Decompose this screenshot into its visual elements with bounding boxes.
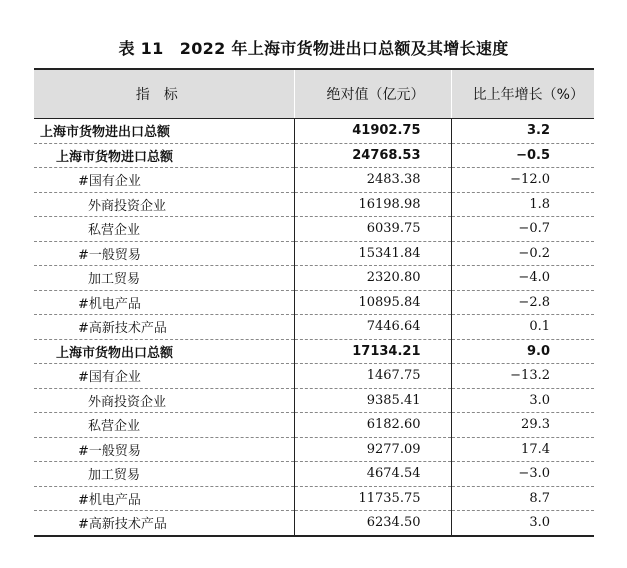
- table-row: [34, 143, 594, 168]
- row-growth: −0.2: [451, 241, 594, 266]
- row-name: #机电产品: [34, 486, 294, 511]
- table-row: [34, 511, 594, 536]
- header-absolute-value: 绝对值（亿元）: [294, 69, 451, 119]
- table-title: 表 11 2022 年上海市货物进出口总额及其增长速度: [118, 39, 509, 58]
- row-value: 9385.41: [294, 388, 451, 413]
- table-row: [34, 266, 594, 291]
- row-growth: 3.0: [451, 388, 594, 413]
- row-growth: 8.7: [451, 486, 594, 511]
- header-indicator: 指标: [34, 69, 294, 119]
- row-value: 24768.53: [294, 143, 451, 168]
- row-growth: −13.2: [451, 364, 594, 389]
- row-value: 2483.38: [294, 168, 451, 193]
- row-value: 4674.54: [294, 462, 451, 487]
- row-name: #机电产品: [34, 290, 294, 315]
- row-value: 2320.80: [294, 266, 451, 291]
- table-row: [34, 192, 594, 217]
- header-growth-rate: 比上年增长（%）: [451, 69, 594, 119]
- row-name: 加工贸易: [34, 266, 294, 291]
- row-growth: −2.8: [451, 290, 594, 315]
- row-name: 上海市货物出口总额: [34, 339, 294, 364]
- table-row: [34, 413, 594, 438]
- row-value: 10895.84: [294, 290, 451, 315]
- row-value: 15341.84: [294, 241, 451, 266]
- row-name: 私营企业: [34, 413, 294, 438]
- table-body: [34, 119, 594, 536]
- row-name: 外商投资企业: [34, 388, 294, 413]
- row-name: 加工贸易: [34, 462, 294, 487]
- row-growth: 29.3: [451, 413, 594, 438]
- row-growth: 3.2: [451, 119, 594, 144]
- row-name: #国有企业: [34, 168, 294, 193]
- table-row: [34, 290, 594, 315]
- row-growth: −12.0: [451, 168, 594, 193]
- row-value: 17134.21: [294, 339, 451, 364]
- row-name: 上海市货物进出口总额: [34, 119, 294, 144]
- row-value: 7446.64: [294, 315, 451, 340]
- row-growth: −0.7: [451, 217, 594, 242]
- row-name: #一般贸易: [34, 241, 294, 266]
- row-growth: 0.1: [451, 315, 594, 340]
- row-growth: −0.5: [451, 143, 594, 168]
- row-value: 1467.75: [294, 364, 451, 389]
- row-growth: 17.4: [451, 437, 594, 462]
- row-value: 6182.60: [294, 413, 451, 438]
- table-row: [34, 364, 594, 389]
- row-name: #一般贸易: [34, 437, 294, 462]
- table-header: [34, 69, 594, 119]
- table-row: [34, 217, 594, 242]
- row-name: #高新技术产品: [34, 315, 294, 340]
- row-value: 11735.75: [294, 486, 451, 511]
- row-name: 上海市货物进口总额: [34, 143, 294, 168]
- table-row: [34, 119, 594, 144]
- row-name: 外商投资企业: [34, 192, 294, 217]
- row-value: 6039.75: [294, 217, 451, 242]
- row-value: 41902.75: [294, 119, 451, 144]
- row-growth: −3.0: [451, 462, 594, 487]
- row-growth: 3.0: [451, 511, 594, 536]
- row-growth: 1.8: [451, 192, 594, 217]
- row-value: 16198.98: [294, 192, 451, 217]
- table-row: [34, 315, 594, 340]
- table-row: [34, 486, 594, 511]
- trade-table: [34, 68, 594, 537]
- row-name: 私营企业: [34, 217, 294, 242]
- row-growth: 9.0: [451, 339, 594, 364]
- row-growth: −4.0: [451, 266, 594, 291]
- row-value: 6234.50: [294, 511, 451, 536]
- table-row: [34, 339, 594, 364]
- row-name: #高新技术产品: [78, 517, 167, 533]
- row-value: 9277.09: [294, 437, 451, 462]
- header-row: [34, 69, 594, 119]
- row-name: #国有企业: [34, 364, 294, 389]
- table-row: [34, 168, 594, 193]
- table-row: [34, 437, 594, 462]
- table-row: [34, 388, 594, 413]
- table-row: [34, 241, 594, 266]
- table-row: [34, 462, 594, 487]
